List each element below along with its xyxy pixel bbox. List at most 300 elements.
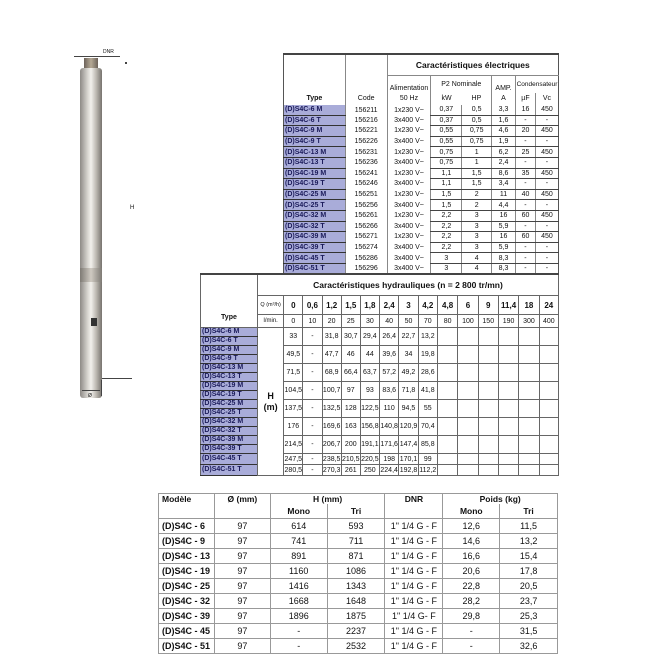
cell-kw: 1,5 (431, 189, 462, 200)
cell-w-tri: 13,2 (500, 534, 558, 549)
cell-supply: 1x230 V~ (387, 126, 431, 137)
cell-vc: 450 (535, 210, 558, 221)
q-lmin-value: 20 (322, 315, 341, 328)
cell-uf: - (515, 157, 535, 168)
q-m3h-value: 1,8 (360, 296, 379, 315)
cell-vc: - (535, 253, 558, 264)
head-value: 66,4 (341, 364, 360, 382)
cell-h-mono: - (270, 639, 327, 654)
cell-type: (D)S4C-25 T (201, 409, 258, 418)
cell-dnr: 1" 1/4 G- F (385, 609, 443, 624)
cell-w-tri: 23,7 (500, 594, 558, 609)
cell-kw: 1,5 (431, 200, 462, 211)
cell-h-mono: 891 (270, 549, 327, 564)
height-mono-header: Mono (270, 504, 327, 519)
cell-hp: 0,75 (462, 136, 492, 147)
cell-code: 156246 (345, 179, 387, 190)
cell-vc: 450 (535, 147, 558, 158)
head-value (437, 454, 457, 465)
cell-kw: 2,2 (431, 242, 462, 253)
electrical-table-row (284, 210, 559, 221)
height-dimension-label: H (130, 205, 135, 211)
cell-type: (D)S4C-13 T (284, 157, 346, 168)
head-value: - (303, 346, 322, 364)
head-value: 34 (399, 346, 418, 364)
cell-kw: 0,55 (431, 136, 462, 147)
cell-dnr: 1" 1/4 G - F (385, 549, 443, 564)
cell-d: 97 (214, 609, 270, 624)
head-value: 156,8 (360, 418, 379, 436)
cell-type: (D)S4C-32 T (284, 221, 346, 232)
cell-supply: 3x400 V~ (387, 115, 431, 126)
head-value (478, 400, 498, 418)
cell-amp: 2,4 (492, 157, 516, 168)
head-value: 55 (418, 400, 437, 418)
head-value: - (303, 418, 322, 436)
head-value: 280,5 (284, 466, 303, 474)
cell-hp: 2 (462, 189, 492, 200)
cell-amp: 16 (492, 232, 516, 243)
hydraulic-table-row (201, 346, 559, 355)
cell-amp: 16 (492, 210, 516, 221)
head-value (478, 418, 498, 436)
head-value (498, 418, 518, 436)
cell-code: 156211 (345, 105, 387, 115)
weight-header: Poids (kg) (443, 494, 558, 505)
electrical-title: Caractéristiques électriques (387, 54, 558, 76)
cell-model: (D)S4C - 13 (159, 549, 215, 564)
q-lmin-value: 190 (498, 315, 518, 328)
head-value (539, 454, 558, 465)
cell-h-mono: 1160 (270, 564, 327, 579)
cell-kw: 1,1 (431, 168, 462, 179)
dimensions-table-row (159, 594, 558, 609)
cell-type: (D)S4C-39 M (284, 232, 346, 243)
head-value (519, 382, 539, 400)
capacitor-header: Condensateur (515, 76, 558, 93)
cell-amp: 3,4 (492, 179, 516, 190)
head-value: 97 (341, 382, 360, 400)
head-value (478, 328, 498, 346)
q-m3h-value: 24 (539, 296, 558, 315)
cell-model: (D)S4C - 39 (159, 609, 215, 624)
head-value (539, 400, 558, 418)
q-m3h-value: 0,6 (303, 296, 322, 315)
head-value: 47,7 (322, 346, 341, 364)
head-value (498, 454, 518, 465)
cell-uf: - (515, 242, 535, 253)
head-value (458, 364, 478, 382)
head-value: 210,5 (342, 455, 360, 463)
cell-w-mono: 14,6 (443, 534, 500, 549)
cell-vc: - (535, 263, 558, 274)
cell-uf: 25 (515, 147, 535, 158)
head-value: 163 (341, 418, 360, 436)
cell-h-mono: 1416 (270, 579, 327, 594)
q-lmin-value: 80 (437, 315, 457, 328)
cell-vc: - (535, 221, 558, 232)
hp-header: HP (471, 95, 482, 103)
height-tri-header: Tri (327, 504, 385, 519)
cell-type: (D)S4C-19 T (284, 179, 346, 190)
cell-code: 156236 (345, 157, 387, 168)
cell-d: 97 (214, 564, 270, 579)
cell-uf: 16 (515, 105, 535, 115)
head-value: 171,6 (380, 436, 399, 454)
head-value: 198 (380, 454, 399, 465)
head-value: 71,8 (399, 382, 418, 400)
cell-supply: 3x400 V~ (387, 157, 431, 168)
dimensions-table-row (159, 549, 558, 564)
head-value (539, 328, 558, 346)
cell-amp: 5,9 (492, 242, 516, 253)
head-value (437, 418, 457, 436)
q-m3h-value: 2,4 (380, 296, 399, 315)
head-value (519, 454, 539, 465)
electrical-table-row (284, 157, 559, 168)
diameter-dimension-label: Ø (88, 393, 92, 399)
cell-d: 97 (214, 639, 270, 654)
cell-type: (D)S4C-25 M (284, 189, 346, 200)
head-value (478, 364, 498, 382)
cell-vc: 450 (535, 232, 558, 243)
head-value (539, 465, 558, 476)
cell-dnr: 1" 1/4 G - F (385, 594, 443, 609)
head-value: 169,6 (322, 418, 341, 436)
head-value: 22,7 (399, 328, 418, 346)
cell-type: (D)S4C-9 T (201, 355, 258, 364)
dnr-dimension-label: DNR (103, 49, 114, 55)
cell-vc: 450 (535, 126, 558, 137)
cell-vc: 450 (535, 105, 558, 115)
cell-kw: 3 (431, 263, 462, 274)
q-lmin-label: l/min. (257, 315, 283, 328)
dimensions-table-row (159, 519, 558, 534)
head-value: 93 (360, 382, 379, 400)
cell-h-tri: 1343 (327, 579, 385, 594)
dnr-dimension-line (74, 56, 120, 57)
dimensions-table-row (159, 639, 558, 654)
cell-supply: 1x230 V~ (387, 105, 431, 115)
cell-supply: 3x400 V~ (387, 221, 431, 232)
cell-type: (D)S4C-39 M (201, 436, 258, 445)
head-value: 200 (341, 436, 360, 454)
hydraulic-table-row (201, 454, 559, 465)
cell-h-tri: 2237 (327, 624, 385, 639)
cell-code: 156266 (345, 221, 387, 232)
cell-code: 156286 (345, 253, 387, 264)
cell-type: (D)S4C-25 M (201, 400, 258, 409)
cell-code: 156216 (345, 115, 387, 126)
head-value: 41,8 (418, 382, 437, 400)
head-value: 206,7 (322, 436, 341, 454)
supply-header: Alimentation (387, 76, 431, 93)
cell-supply: 3x400 V~ (387, 200, 431, 211)
cell-amp: 1,6 (492, 115, 516, 126)
cell-type: (D)S4C-19 T (201, 391, 258, 400)
cell-w-mono: 20,6 (443, 564, 500, 579)
type-header: Type (306, 95, 323, 102)
cell-type: (D)S4C-9 M (201, 346, 258, 355)
code-header: Code (345, 54, 387, 105)
cell-w-mono: 12,6 (443, 519, 500, 534)
head-value: 13,2 (418, 328, 437, 346)
cell-code: 156274 (345, 242, 387, 253)
cell-h-tri: 2532 (327, 639, 385, 654)
electrical-table-row (284, 115, 559, 126)
electrical-table-row (284, 221, 559, 232)
cell-hp: 3 (462, 210, 492, 221)
kw-header: kW (431, 93, 462, 105)
head-value: 49,5 (284, 346, 303, 364)
head-value (519, 346, 539, 364)
cell-dnr: 1" 1/4 G - F (385, 624, 443, 639)
q-m3h-label: Q (m³/h) (257, 296, 283, 315)
head-value: 176 (284, 418, 303, 436)
head-value (539, 364, 558, 382)
head-value: 26,4 (380, 328, 399, 346)
cell-uf: - (515, 200, 535, 211)
cell-uf: 20 (515, 126, 535, 137)
hydraulic-title: Caractéristiques hydrauliques (n = 2 800 tr/mn) (257, 274, 558, 296)
cell-h-tri: 711 (327, 534, 385, 549)
head-value (478, 346, 498, 364)
height-dimension-bottom-line (102, 378, 132, 379)
q-m3h-value: 4,8 (437, 296, 457, 315)
cell-amp: 3,3 (492, 105, 516, 115)
head-value (478, 454, 498, 465)
cell-w-tri: 11,5 (500, 519, 558, 534)
weight-tri-header: Tri (500, 504, 558, 519)
head-value (539, 346, 558, 364)
head-value (498, 400, 518, 418)
cell-uf: - (515, 221, 535, 232)
q-m3h-value: 11,4 (498, 296, 518, 315)
q-lmin-value: 400 (539, 315, 558, 328)
cell-h-tri: 1648 (327, 594, 385, 609)
cell-code: 156296 (345, 263, 387, 274)
head-value: 94,5 (399, 400, 418, 418)
cell-kw: 0,37 (431, 115, 462, 126)
head-value: 132,5 (322, 400, 341, 418)
cell-dnr: 1" 1/4 G - F (385, 534, 443, 549)
cell-d: 97 (214, 549, 270, 564)
head-value: 122,5 (360, 400, 379, 418)
cell-kw: 0,75 (431, 157, 462, 168)
head-value (519, 400, 539, 418)
cell-hp: 1 (462, 157, 492, 168)
q-lmin-value: 10 (303, 315, 322, 328)
head-value (519, 465, 539, 476)
head-value (519, 328, 539, 346)
head-value (458, 382, 478, 400)
dimensions-table-row (159, 624, 558, 639)
head-value: 110 (380, 400, 399, 418)
head-unit-label: (m) (263, 401, 278, 412)
head-value: 57,2 (380, 364, 399, 382)
q-m3h-value: 1,5 (341, 296, 360, 315)
cell-hp: 1 (462, 147, 492, 158)
head-value (539, 418, 558, 436)
p2-header: P2 Nominale (431, 76, 492, 93)
cell-vc: - (535, 200, 558, 211)
cell-type: (D)S4C-32 M (201, 418, 258, 427)
cell-d: 97 (214, 534, 270, 549)
cell-uf: - (515, 115, 535, 126)
cell-w-mono: 29,8 (443, 609, 500, 624)
height-dimension-top-tick (125, 62, 127, 64)
cell-type: (D)S4C-19 M (201, 382, 258, 391)
head-value (478, 436, 498, 454)
head-value: 49,2 (399, 364, 418, 382)
cell-supply: 1x230 V~ (387, 147, 431, 158)
head-value: 128 (341, 400, 360, 418)
dnr-header: DNR (385, 494, 443, 519)
electrical-table-row (284, 168, 559, 179)
cell-vc: - (535, 115, 558, 126)
cell-d: 97 (214, 624, 270, 639)
head-value (437, 382, 457, 400)
head-value (498, 465, 518, 476)
electrical-table-row (284, 105, 559, 115)
cell-hp: 4 (462, 253, 492, 264)
q-m3h-value: 3 (399, 296, 418, 315)
weight-mono-header: Mono (443, 504, 500, 519)
q-lmin-value: 70 (418, 315, 437, 328)
head-value (458, 328, 478, 346)
cell-code: 156271 (345, 232, 387, 243)
head-value: 46 (341, 346, 360, 364)
cell-dnr: 1" 1/4 G - F (385, 564, 443, 579)
head-value: 99 (418, 454, 437, 465)
cell-w-mono: - (443, 639, 500, 654)
cell-w-mono: 16,6 (443, 549, 500, 564)
cell-code: 156261 (345, 210, 387, 221)
cell-amp: 6,2 (492, 147, 516, 158)
q-m3h-value: 6 (458, 296, 478, 315)
cell-hp: 1,5 (462, 168, 492, 179)
head-value: 191,1 (360, 436, 379, 454)
q-lmin-value: 100 (458, 315, 478, 328)
cell-h-tri: 593 (327, 519, 385, 534)
electrical-table-row (284, 242, 559, 253)
cell-uf: - (515, 263, 535, 274)
dimensions-table-row (159, 534, 558, 549)
head-value (458, 346, 478, 364)
cell-w-tri: 15,4 (500, 549, 558, 564)
head-value: 28,6 (418, 364, 437, 382)
cell-code: 156256 (345, 200, 387, 211)
pump-coupling (80, 268, 102, 282)
head-value: - (303, 454, 322, 465)
head-value: 120,9 (399, 418, 418, 436)
head-value: 140,8 (380, 418, 399, 436)
head-value (539, 382, 558, 400)
head-value (519, 364, 539, 382)
cell-amp: 8,3 (492, 253, 516, 264)
cell-type: (D)S4C-19 M (284, 168, 346, 179)
cell-w-tri: 17,8 (500, 564, 558, 579)
amp-sub-header: A (492, 93, 516, 105)
cell-w-mono: - (443, 624, 500, 639)
head-value: 112,2 (419, 466, 437, 474)
hydraulic-table-row (201, 364, 559, 373)
cell-supply: 1x230 V~ (387, 168, 431, 179)
head-value (539, 436, 558, 454)
cell-type: (D)S4C-6 T (284, 115, 346, 126)
cell-kw: 2,2 (431, 221, 462, 232)
head-value: 247,5 (284, 455, 303, 463)
cell-model: (D)S4C - 25 (159, 579, 215, 594)
cell-dnr: 1" 1/4 G - F (385, 579, 443, 594)
cell-w-tri: 31,5 (500, 624, 558, 639)
head-value (458, 465, 478, 476)
cell-hp: 0,5 (462, 115, 492, 126)
cell-hp: 4 (462, 263, 492, 274)
cell-type: (D)S4C-13 M (201, 364, 258, 373)
cell-h-mono: 1668 (270, 594, 327, 609)
dimensions-weight-table (158, 493, 558, 654)
head-value: 85,8 (418, 436, 437, 454)
cell-vc: - (535, 136, 558, 147)
head-value: 147,4 (399, 436, 418, 454)
cell-uf: - (515, 136, 535, 147)
head-value (498, 346, 518, 364)
diameter-dimension-tick (101, 380, 102, 396)
head-value (437, 400, 457, 418)
head-value: 104,5 (284, 382, 303, 400)
cell-amp: 1,9 (492, 136, 516, 147)
cell-kw: 1,1 (431, 179, 462, 190)
cell-uf: - (515, 253, 535, 264)
dimensions-table-row (159, 579, 558, 594)
hydraulic-table-row (201, 465, 559, 476)
head-value (458, 454, 478, 465)
cell-h-mono: 741 (270, 534, 327, 549)
cell-vc: 450 (535, 168, 558, 179)
head-value (478, 382, 498, 400)
head-value: - (303, 436, 322, 454)
head-h-label: H (267, 390, 274, 401)
head-value: 100,7 (322, 382, 341, 400)
cell-supply: 1x230 V~ (387, 189, 431, 200)
cell-dnr: 1" 1/4 G - F (385, 639, 443, 654)
cell-code: 156251 (345, 189, 387, 200)
uf-header: µF (515, 93, 535, 105)
electrical-table-row (284, 147, 559, 158)
q-m3h-value: 9 (478, 296, 498, 315)
head-value: 270,3 (322, 466, 341, 474)
cell-vc: - (535, 157, 558, 168)
q-m3h-value: 0 (284, 296, 303, 315)
type-header: Type (201, 274, 258, 328)
model-header: Modèle (159, 494, 215, 519)
cell-amp: 4,4 (492, 200, 516, 211)
cell-hp: 3 (462, 221, 492, 232)
head-value: 29,4 (360, 328, 379, 346)
head-value (519, 418, 539, 436)
cell-type: (D)S4C-45 T (284, 253, 346, 264)
cell-kw: 3 (431, 253, 462, 264)
cell-hp: 3 (462, 242, 492, 253)
head-value: 238,5 (322, 455, 341, 463)
cell-h-mono: 614 (270, 519, 327, 534)
head-value (498, 436, 518, 454)
head-value: 39,6 (380, 346, 399, 364)
head-value (519, 436, 539, 454)
electrical-table-row (284, 200, 559, 211)
cell-type: (D)S4C-6 M (284, 105, 346, 115)
